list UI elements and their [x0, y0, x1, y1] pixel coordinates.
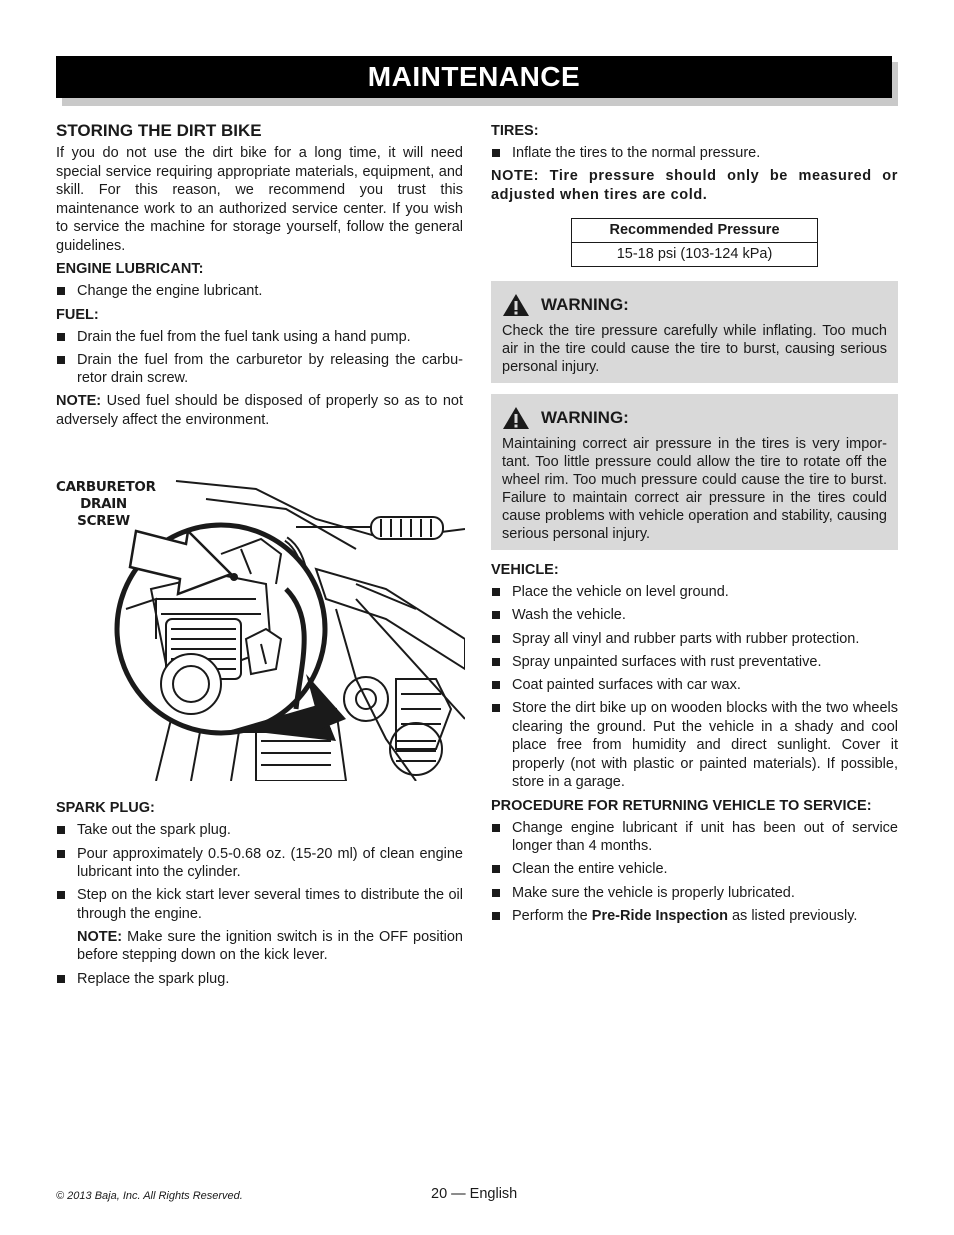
note-label: NOTE: [56, 393, 102, 410]
pressure-table-value: 15-18 psi (103-124 kPa) [572, 243, 818, 267]
warning-box-1 [491, 281, 898, 383]
warning-header [502, 293, 887, 317]
warning-text: Check the tire pressure carefully while inflating. Too much air in the tire could cause the tire to burst, causing serious personal injury. [502, 323, 887, 376]
list-item: Inflate the tires to the normal pressure. [491, 144, 898, 163]
list-item-text: as listed previously. [727, 907, 858, 924]
spark-plug-heading: SPARK PLUG: [56, 800, 155, 817]
note-text: Used fuel should be disposed of properly so as to not adversely affect the environment. [56, 393, 463, 428]
tires-note: NOTE: Tire pressure should only be measured or adjusted when tires are cold. [491, 168, 898, 203]
list-item: Pour approximately 0.5-0.68 oz. (15-20 ml) of clean engine lubricant into the cylinder. [56, 845, 463, 882]
list-item: Change the engine lubricant. [56, 282, 463, 301]
list-item: Spray unpainted surfaces with rust preventative. [491, 653, 898, 672]
warning-header [502, 406, 887, 430]
tires-list [491, 144, 898, 163]
carburetor-figure [56, 479, 465, 781]
copyright: © 2013 Baja, Inc. All Rights Reserved. [56, 1190, 243, 1202]
fuel-list [56, 328, 463, 388]
list-item: Make sure the vehicle is properly lubricated. [491, 884, 898, 903]
list-item: Drain the fuel from the fuel tank using a hand pump. [56, 328, 463, 347]
storing-intro: If you do not use the dirt bike for a long time, it will need special service requiring appropriate materials, equipment, and skill. For this reason, we recommend you trust this maintenance work to an authorized service center. If you wish to service the machine for storage yourself, follow the general guidelines. [56, 145, 463, 254]
spark-plug-list-end [56, 970, 463, 989]
list-item: Spray all vinyl and rubber parts with rubber protection. [491, 630, 898, 649]
note-label: NOTE: [77, 928, 123, 945]
engine-lubricant-heading: ENGINE LUBRICANT: [56, 261, 204, 277]
tires-heading: TIRES: [491, 123, 539, 139]
return-service-list [491, 819, 898, 926]
right-column [491, 120, 898, 930]
fuel-note [56, 392, 463, 429]
warning-title: WARNING: [541, 407, 629, 427]
page-banner [56, 56, 892, 98]
storing-title: STORING THE DIRT BIKE [56, 121, 262, 140]
pressure-table-header: Recommended Pressure [572, 219, 818, 243]
list-item: Step on the kick start lever several times to distribute the oil through the engine. [56, 886, 463, 923]
pre-ride-inspection-ref: Pre-Ride Inspection [591, 907, 728, 924]
page-number: 20 — English [431, 1186, 518, 1202]
left-column [56, 120, 463, 993]
spark-note [56, 928, 463, 965]
engine-lubricant-list [56, 282, 463, 301]
list-item: Place the vehicle on level ground. [491, 583, 898, 602]
warning-text: Maintaining correct air pressure in the tires is very impor-tant. Too little pressure could allow the tire to rotate off the wheel rim. Too much pressure could cause the tire to burst. Failure to maintain correct air pressure in the tires could cause problems with vehicle operation and stability, causing serious personal injury. [502, 436, 887, 543]
list-item: Store the dirt bike up on wooden blocks with the two wheels clearing the ground. Put the vehicle in a shady and cool place free from humidity and direct sunlight. Cover it properly (not with plastic or painted materials). If possible, store in a garage. [491, 699, 898, 792]
warning-icon [502, 406, 530, 430]
list-item: Take out the spark plug. [56, 821, 463, 840]
list-item: Drain the fuel from the carburetor by releasing the carbu-retor drain screw. [56, 351, 463, 388]
list-item: Replace the spark plug. [56, 970, 463, 989]
list-item: Clean the entire vehicle. [491, 860, 898, 879]
figure-label: CARBURETOR DRAIN SCREW [56, 479, 156, 530]
warning-box-2 [491, 394, 898, 550]
vehicle-heading: VEHICLE: [491, 562, 559, 579]
fuel-heading: FUEL: [56, 306, 99, 323]
list-item: Wash the vehicle. [491, 606, 898, 625]
list-item: Coat painted surfaces with car wax. [491, 676, 898, 695]
list-item: Change engine lubricant if unit has been out of service longer than 4 months. [491, 819, 898, 856]
list-item-text: Perform the [512, 907, 592, 924]
carburetor-illustration [56, 479, 465, 781]
note-text: Make sure the ignition switch is in the OFF position before stepping down on the kick lever. [77, 928, 463, 964]
warning-title: WARNING: [541, 294, 629, 314]
pressure-table [571, 218, 818, 267]
warning-icon [502, 293, 530, 317]
spark-plug-list [56, 821, 463, 923]
vehicle-list [491, 583, 898, 791]
list-item [491, 907, 898, 926]
page-title: MAINTENANCE [367, 60, 581, 92]
return-service-heading: PROCEDURE FOR RETURNING VEHICLE TO SERVICE: [491, 797, 872, 814]
